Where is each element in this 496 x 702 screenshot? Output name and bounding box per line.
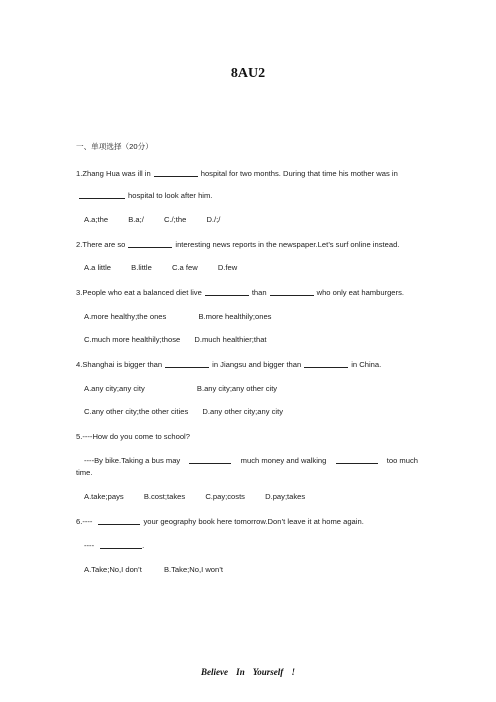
- question-5-line-2: ----By bike.Taking a bus may much money and walking too much: [84, 456, 418, 465]
- question-5-options: A.take;pays B.cost;takes C.pay;costs D.pay;takes: [84, 492, 306, 501]
- answer-blank: [79, 190, 125, 199]
- question-1-line-1: 1.Zhang Hua was ill in hospital for two months. During that time his mother was in: [76, 169, 398, 178]
- footer-motto: Believe In Yourself !: [200, 667, 296, 677]
- answer-blank: [165, 359, 209, 368]
- question-2-line-1: 2.There are so interesting news reports in the newspaper.Let’s surf online instead.: [76, 240, 400, 249]
- question-6-line-2: ---- .: [84, 541, 145, 550]
- question-4-line-1: 4.Shanghai is bigger than in Jiangsu and bigger than in China.: [76, 360, 382, 369]
- answer-blank: [189, 455, 231, 464]
- question-5-line-3: time.: [76, 468, 93, 477]
- answer-blank: [154, 168, 198, 177]
- question-2-options: A.a little B.little C.a few D.few: [84, 263, 238, 272]
- question-1-options: A.a;the B.a;/ C./;the D./;/: [84, 215, 221, 224]
- answer-blank: [304, 359, 348, 368]
- question-4-options-row-1: A.any city;any city B.any city;any other city: [84, 384, 278, 393]
- answer-blank: [336, 455, 378, 464]
- answer-blank: [100, 540, 142, 549]
- question-1-line-2: hospital to look after him.: [76, 190, 212, 201]
- section-heading: 一、单项选择（20分）: [76, 142, 153, 151]
- page-title: 8AU2: [230, 66, 266, 81]
- answer-blank: [205, 287, 249, 296]
- answer-blank: [270, 287, 314, 296]
- question-6-options: A.Take;No,I don’t B.Take;No,I won’t: [84, 565, 224, 574]
- question-5-line-1: 5.----How do you come to school?: [76, 432, 190, 441]
- question-4-options-row-2: C.any other city;the other cities D.any other city;any city: [84, 407, 284, 416]
- answer-blank: [98, 516, 140, 525]
- question-3-options-row-1: A.more healthy;the ones B.more healthily;ones: [84, 312, 272, 321]
- question-3-options-row-2: C.much more healthily;those D.much healthier;that: [84, 335, 267, 344]
- question-6-line-1: 6.---- your geography book here tomorrow.Don’t leave it at home again.: [76, 517, 364, 526]
- answer-blank: [128, 239, 172, 248]
- question-3-line-1: 3.People who eat a balanced diet live than who only eat hamburgers.: [76, 288, 404, 297]
